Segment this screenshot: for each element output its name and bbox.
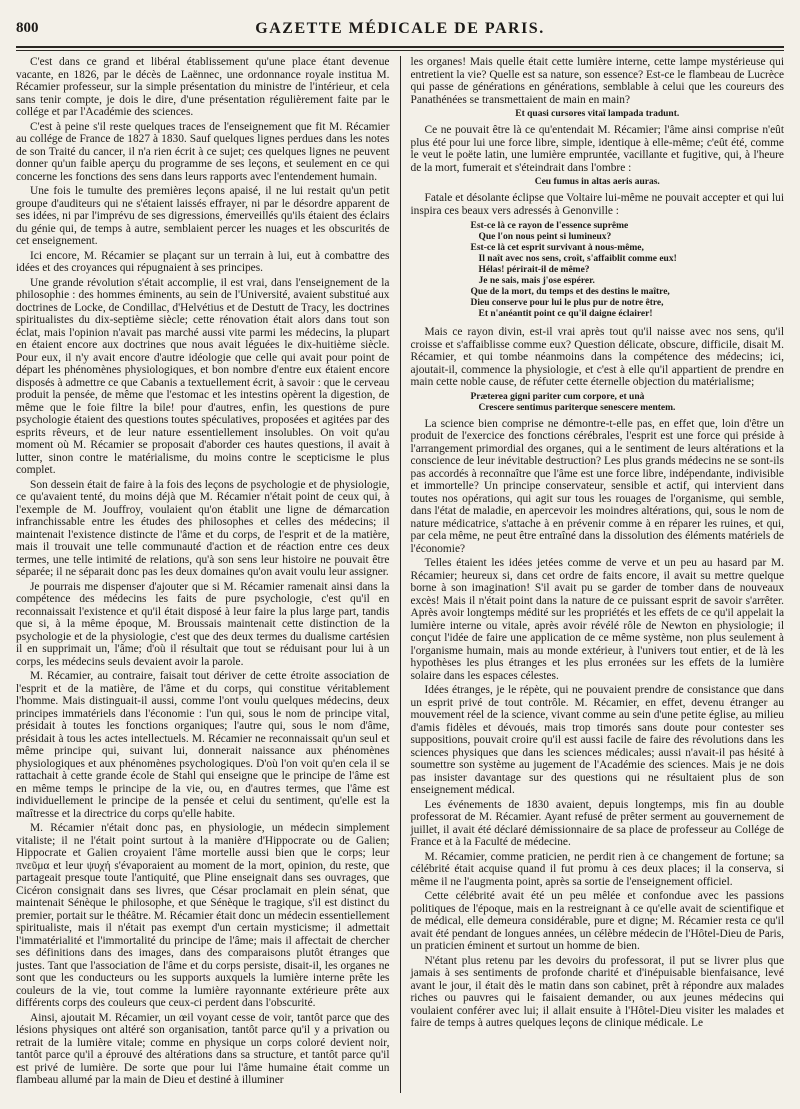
paragraph: La science bien comprise ne démontre-t-elle pas, en effet que, loin d'être un produit de l'exercice des fonctions cérébrales, l'esprit est une force qui préside à l'arrangement primordial des organes, qui a le sentiment de leurs altérations et la conscience de leur inévitable destruction? Les plus grands médecins ne se sont-ils pas accordés à reconnaître que l'âme est une force libre, indépendante, indivisible et immortelle? Un principe conservateur, sensible et actif, qui intervient dans toutes nos opérations, qui agit sur tous les rouages de l'organisme, qui semble, dans l'état de maladie, en apercevoir les moindres altérations, qui, sous le nom de nature médicatrice, s'attache à en prévenir comme à en réparer les ruines, et qui, par cela même, ne peut être entraîné dans la dissolution des éléments matériels de l'économie? [410, 417, 784, 555]
poem-line: Je ne sais, mais j'ose espérer. [478, 276, 595, 286]
latin-verse: Et quasi cursores vitaï lampada tradunt. [515, 109, 680, 119]
paragraph: Une grande révolution s'était accomplie, il est vrai, dans l'enseignement de la philosophie : des hommes éminents, au sein de l'Université, avaient substitué aux doctrines de Locke, de Condillac, d'Helvétius et de Destutt de Tracy, les doctrines spiritualistes du dix-septième siècle; cette rénovation était alors dans tout son éclat, mais l'opinion n'avait pas marché aussi vite parmi les médecins, la plupart en étaient encore aux doctrines que nous avait léguées le dix-huitième siècle. Pour eux, il n'y avait encore d'autre idéologie que celle qui avait pour point de départ les phénomènes physiologiques, et bon nombre d'entre eux étaient encore disposés à admettre ce que Cabanis a textuellement écrit, à savoir : que le cerveau produit la pensée, de même que l'estomac et les intestins opèrent la digestion, de même que le foie filtre la bile! pour d'autres, enfin, les questions de pure psychologie étaient des questions toutes spéculatives, proposées et agitées par des esprits rêveurs, et de leur nature essentiellement insolubles. On voit qu'au moment où M. Récamier se proposait d'aborder ces hautes questions, il avait à lutter, sinon contre le matérialisme, du moins contre le scepticisme le plus complet. [16, 276, 390, 476]
paragraph: Ce ne pouvait être là ce qu'entendait M. Récamier; l'âme ainsi comprise n'eût plus été pour lui une force libre, simple, identique à elle-même; c'eût été, comme le veut le poëte latin, une lumière empruntée, vacillante et fugitive, qui, à l'heure de la mort, fumerait et s'éteindrait dans l'ombre : [410, 124, 784, 174]
paragraph: Son dessein était de faire à la fois des leçons de psychologie et de physiologie, ce qu'avaient tenté, du moins déjà que M. Récamier n'était point de ceux qui, à l'exemple de M. Jouffroy, voulaient qu'on établit une ligne de démarcation infranchissable entre les études des philosophes et celles des médecins; il maintenait l'existence distincte de l'âme et du corps, de l'esprit et de la matière, mais il trouvait une telle communauté d'action et de réaction entre ces deux termes, une telle intimité de relations, qu'à son sens leur histoire ne pouvait être séparée; il ne séparait donc pas les deux domaines qu'on avait voulu leur assigner. [16, 478, 390, 578]
poem-line: Et n'anéantit point ce qu'il daigne éclairer! [478, 309, 653, 319]
voltaire-poem [471, 221, 785, 320]
paragraph: Fatale et désolante éclipse que Voltaire lui-même ne pouvait accepter et qui lui inspira ces beaux vers adressés à Genonville : [410, 192, 784, 217]
poem-line: Il naît avec nos sens, croît, s'affaiblit comme eux! [478, 254, 677, 264]
paragraph: N'étant plus retenu par les devoirs du professorat, il put se livrer plus que jamais à ses sentiments de profonde charité et d'inépuisable bienfaisance, levé avant le jour, il était dès le matin dans son cabinet, prêt à répondre aux malades riches ou pauvres qui le faisaient demander, ou aux jeunes médecins qui voulaient conférer avec lui; il allait ensuite à l'Hôtel-Dieu visiter les malades et faire de temps à autres quelques leçons de clinique médicale. Le [410, 954, 784, 1029]
quote-line: Præterea gigni pariter cum corpore, et unà [470, 391, 645, 402]
latin-verse: Ceu fumus in altas aeris auras. [534, 177, 660, 187]
paragraph: M. Récamier n'était donc pas, en physiologie, un médecin simplement vitaliste; il ne l'était point surtout à la manière d'Hippocrate ou de Galien; Hippocrate et Galien croyaient l'âme mortelle aussi bien que le corps; leur πνεῦμα et leur ψυχή s'évaporaient au moment de la mort, opinion, du reste, que partageait presque toute l'antiquité, que Pline enseignait dans ses ouvrages, que Cicéron consignait dans ses livres, que César proclamait en plein sénat, que maintenait Sénèque le philosophe, et que Sénèque le tragique, s'il est distinct du premier, portait sur le théâtre. M. Récamier était donc un médecin essentiellement spiritualiste, mais il n'était pas exempt d'un certain mysticisme; il admettait l'immatérialité et l'immortalité du principe de l'âme; mais il affectait de chercher ses définitions dans des images, dans des comparaisons plutôt étranges que justes. Tant que l'association de l'âme et du corps persiste, disait-il, les organes ne sont que les conducteurs ou les supports auxquels la lumière interne prête les couleurs de la vie, tout comme la lumière rayonnante extérieure prête aux différents corps des couleurs que ceux-ci perdent dans l'obscurité. [16, 822, 390, 1009]
paragraph: Cette célébrité avait été un peu mêlée et confondue avec les passions politiques de l'époque, mais en la restreignant à ce qu'elle avait de scientifique et de médical, elle demeura considérable, pure et digne; M. Récamier resta ce qu'il avait été pendant de longues années, un célèbre médecin de l'Hôtel-Dieu de Paris, un praticien éminent et surtout un homme de bien. [410, 890, 784, 952]
paragraph: C'est à peine s'il reste quelques traces de l'enseignement que fit M. Récamier au collége de France de 1827 à 1830. Sauf quelques lignes perdues dans les notes de son Traité du cancer, il n'a rien écrit à ce sujet; ces quelques lignes ne peuvent donner qu'un faible aperçu du programme de ses leçons, et seulement en ce qui concerne les fonctions des sens dans leurs rapports avec l'entendement humain. [16, 120, 390, 183]
paragraph: Les événements de 1830 avaient, depuis longtemps, mis fin au double professorat de M. Récamier. Ayant refusé de prêter serment au gouvernement de juillet, il avait été déclaré démissionnaire de sa place de professeur au Collége de France et à la Faculté de médecine. [410, 798, 784, 848]
paragraph: Ainsi, ajoutait M. Récamier, un œil voyant cesse de voir, tantôt parce que des lésions physiques ont altéré son organisation, tantôt parce qu'il y a privation ou retrait de la lumière vitale; comme en physique un corps coloré devient noir, tantôt parce qu'il a éprouvé des altérations dans sa structure, et tantôt parce qu'il est privé de lumière. De sorte que pour lui l'âme humaine était comme un flambeau allumé par la main de Dieu et destiné à illuminer [16, 1011, 390, 1086]
poem-line: Est-ce là cet esprit survivant à nous-même, [470, 243, 644, 253]
article-columns [16, 56, 784, 1093]
poem-line: Que de la mort, du temps et des destins le maître, [470, 287, 670, 297]
lucretius-quote [471, 392, 785, 414]
paragraph: C'est dans ce grand et libéral établissement qu'une place étant devenue vacante, en 1826, par le décès de Laënnec, une ordonnance royale institua M. Récamier professeur, sur la simple présentation du ministre de l'intérieur, et cela sans tenir compte, je dois le dire, d'une présentation régulièrement faite par le collége et par l'Académie des sciences. [16, 56, 390, 118]
paragraph: Mais ce rayon divin, est-il vrai après tout qu'il naisse avec nos sens, qu'il croisse et s'affaiblisse comme eux? Question délicate, obscure, difficile, disait M. Récamier, et qui tombe néanmoins dans la compétence des médecins; ici, ajoutait-il, commence la physiologie, et c'est à elle qu'il appartient de prendre en main cette noble cause, de réfuter cette éternelle objection du matérialisme; [410, 326, 784, 388]
poem-line: Hélas! périrait-il de même? [478, 265, 590, 275]
header-divider [16, 50, 784, 51]
page-header [16, 18, 784, 48]
paragraph: Telles étaient les idées jetées comme de verve et un peu au hasard par M. Récamier; heureux si, dans cet ordre de faits encore, il avait su mettre quelque borne à son imagination! S'il avait pu se garder de tomber dans de nouveaux excès! Mais il n'était point dans la nature de ce puissant esprit de savoir s'arrêter. Après avoir longtemps médité sur les propriétés et les effets de ce qu'il appelait la lumière interne ou vitale, après avoir révélé rôle de Newton en physiologie; il conçut l'idée de faire une application de ce même système, non plus seulement à l'organisme humain, mais au monde extérieur, à l'univers tout entier, et de là les hypothèses les plus étranges et les plus erronées sur les effets de la lumière solaire dans les espaces célestes. [410, 557, 784, 682]
journal-title: GAZETTE MÉDICALE DE PARIS. [255, 20, 545, 37]
left-column [16, 56, 400, 1093]
quote-line: Crescere sentimus pariterque senescere mentem. [478, 402, 676, 413]
poem-line: Que l'on nous peint si lumineux? [478, 232, 612, 242]
poem-line: Est-ce là ce rayon de l'essence suprême [470, 221, 629, 231]
paragraph: les organes! Mais quelle était cette lumière interne, cette lampe mystérieuse qui entretient la vie? Quelle est sa nature, son essence? Est-ce le flambeau de Lucrèce qui passe de générations en générations, semblable à celui que les coureurs des Panathénées se transmettaient de main en main? [410, 56, 784, 106]
paragraph: Je pourrais me dispenser d'ajouter que si M. Récamier ramenait ainsi dans la compétence des médecins les faits de pure psychologie, c'est qu'il en reconnaissait l'existence et qu'il était disposé à leur faire la plus large part, tandis que si, à la même époque, M. Broussais maintenait cette distinction de la psychologie et de la physiologie, c'est que des deux termes du dualisme cartésien il en supprimait un, l'âme; d'où il résultait que tout se réduisant pour lui à un corps, les médecins seuls devaient avoir la parole. [16, 580, 390, 668]
paragraph: M. Récamier, au contraire, faisait tout dériver de cette étroite association de l'esprit et de la matière, de l'âme et du corps, qui constitue véritablement l'homme. Mais distinguait-il aussi, comme l'ont voulu quelques médecins, deux principes immatériels dans l'économie : l'un qui, sous le nom de principe vital, présidait à toutes les fonctions organiques; l'autre qui, sous le nom d'âme, présidait à tous les actes intellectuels. M. Récamier ne reconnaissait qu'un seul et même principe qui, suivant lui, donnerait naissance aux phénomènes physiologiques et aux phénomènes psychologiques. D'où l'on voit qu'en cela il se rattachait à cette grande école de Stahl qui enseigne que le principe de l'âme est en même temps le principe de la vie, ou, en d'autres termes, que l'âme est individuellement le principe de la pensée et celui du sentiment, qu'elle est la maîtresse et la directrice du corps qu'elle habite. [16, 670, 390, 820]
right-column [400, 56, 785, 1093]
paragraph: Idées étranges, je le répète, qui ne pouvaient prendre de consistance que dans un esprit privé de tout contrôle. M. Récamier, en effet, devenu étranger au mouvement réel de la science, vivant comme au sein d'une petite église, au milieu d'amis fidèles et dévoués, mais trop timorés sans doute pour contester ses suppositions, pouvait croire qu'il est aussi facile de faire des révolutions dans les sciences physiques que dans les sciences médicales; aussi n'avait-il pas hésité à soumettre son système au jugement de l'Académie des sciences. Mais je ne dois pas insister davantage sur des questions qui ne résultaient plus de son enseignement médical. [410, 684, 784, 796]
poem-line: Dieu conserve pour lui le plus pur de notre être, [470, 298, 664, 308]
paragraph: M. Récamier, comme praticien, ne perdit rien à ce changement de fortune; sa célébrité était acquise quand il fut promu à ces deux places; il la conserva, si même il ne l'augmenta point, après sa sortie de l'enseignement officiel. [410, 850, 784, 888]
paragraph: Ici encore, M. Récamier se plaçant sur un terrain à lui, eut à combattre des idées et des croyances qui répugnaient à ses principes. [16, 249, 390, 274]
page-number: 800 [16, 20, 39, 36]
paragraph: Une fois le tumulte des premières leçons apaisé, il ne lui restait qu'un petit groupe d'auditeurs qui ne s'étaient laissés effrayer, ni par le désordre apparent de ses idées, ni par l'imprévu de ses digressions, émerveillés qu'ils étaient des éclairs du génie qui, de temps à autre, semblaient percer les nuages et les obscurités de cet enseignement. [16, 185, 390, 247]
